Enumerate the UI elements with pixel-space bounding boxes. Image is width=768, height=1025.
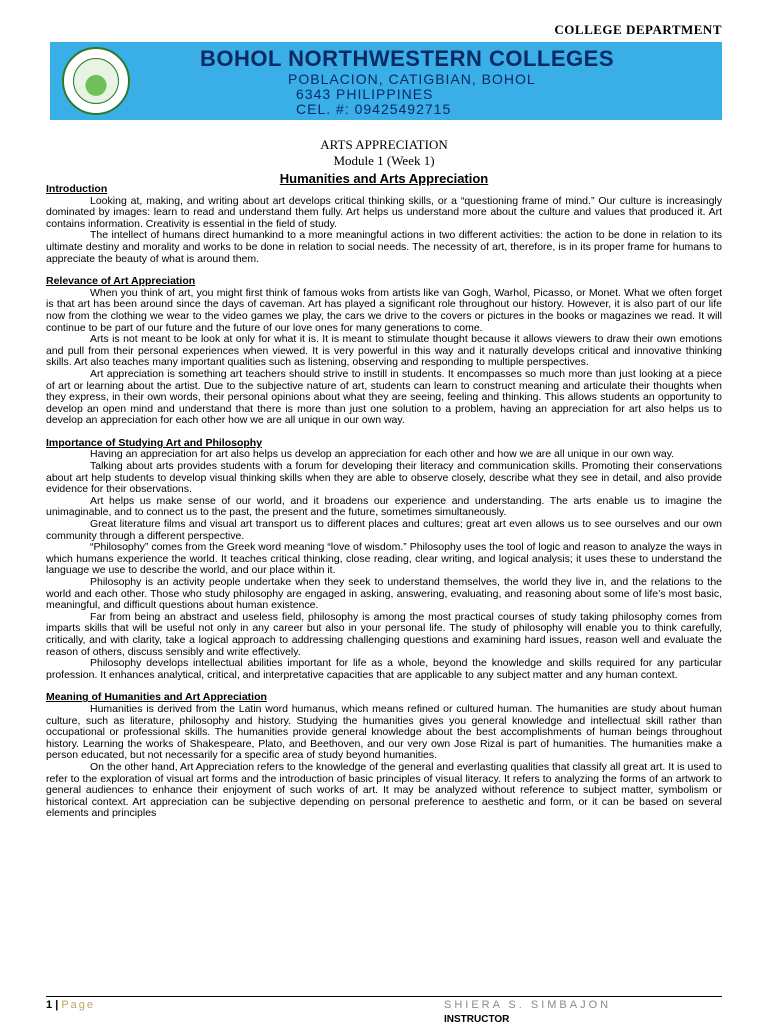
section-heading-introduction: Introduction	[46, 183, 108, 195]
page-separator: |	[55, 999, 59, 1011]
paragraph: Having an appreciation for art also helps us develop an appreciation for each other and how we are all unique in our own way.	[90, 448, 675, 461]
page-indicator	[46, 999, 95, 1011]
paragraph: Arts is not meant to be look at only for what it is. It is meant to stimulate thought because it allows viewers to draw their own emotions and pull from their personal experiences when viewed. It is very powerful in this way and it naturally develops critical and innovative thinking skills. Art also teaches many important qualities such as listening, observing and responding to multiple perspectives.	[46, 333, 722, 369]
module-title: Module 1 (Week 1)	[333, 153, 435, 168]
paragraph: Looking at, making, and writing about art develops critical thinking skills, or a “questioning frame of mind.” Our culture is increasingly dominated by images: learn to read and understand them fully. Art helps us understand more about the culture and values that produced it. Art contains information. Creativity is essential in the field of study.	[46, 194, 722, 230]
paragraph: On the other hand, Art Appreciation refers to the knowledge of the general and everlasting qualities that classify all great art. It is used to refer to the exploration of visual art forms and the introduction of basic principles of visual literacy. It refers to analyzing the forms of an artwork to general audiences to enhance their enjoyment of such works of art. It may be analyzed without reference to subject matter, symbolism or historical context. Art appreciation can be subjective depending on personal preference to aesthetic and form, or it can be based on several elements and principles	[46, 760, 722, 820]
page-word: Page	[61, 999, 96, 1011]
course-title: ARTS APPRECIATION	[320, 137, 448, 152]
section-heading-relevance: Relevance of Art Appreciation	[46, 275, 196, 288]
page-number: 1	[46, 999, 53, 1011]
school-seal-logo-icon	[62, 47, 130, 115]
college-department-label: COLLEGE DEPARTMENT	[554, 22, 722, 37]
section-heading-meaning: Meaning of Humanities and Art Appreciation	[46, 691, 267, 704]
section-heading-importance: Importance of Studying Art and Philosophy	[46, 436, 263, 449]
document-titles	[0, 137, 768, 187]
page-footer	[46, 996, 722, 1011]
paragraph: Art helps us make sense of our world, and it broadens our experience and understanding. The arts enable us to imagine the unimaginable, and to connect us to the past, the present and the future, sometimes simultaneously.	[46, 494, 722, 519]
address-line-2: 6343 PHILIPPINES	[296, 86, 434, 102]
paragraph: “Philosophy” comes from the Greek word meaning “love of wisdom.” Philosophy uses the tool of logic and reason to analyze the ways in which humans experience the world. It teaches critical thinking, close reading, clear writing, and logical analysis; it uses these to understand the language we use to describe the world, and our place within it.	[46, 541, 722, 577]
paragraph: When you think of art, you might first think of famous woks from artists like van Gogh, Warhol, Picasso, or Monet. What we often forget is that art has been around since the days of caveman. Art has played a significant role throughout our history. However, it is also part of our life now from the clothing we wear to the video games we play, the cars we drive to the covers or pictures in the books or magazines we read. It will continue to be part of our future and the future of our love ones for many generations to come.	[46, 286, 722, 334]
paragraph: Humanities is derived from the Latin word humanus, which means refined or cultured human. The humanities are study about human culture, such as literature, philosophy and history. Studying the humanities gives you general knowledge and intellectual skill rather than occupational or professional skills. The humanities provide general knowledge about the best accomplishments of human beings throughout history. Learning the works of Shakespeare, Plato, and Beethoven, and our very own Jose Rizal is part of humanities. The humanities make a person educated, but not necessarily for a specific area of study beyond humanities.	[46, 702, 722, 762]
instructor-role: INSTRUCTOR	[444, 1014, 510, 1025]
paragraph: Philosophy develops intellectual abilities important for life as a whole, beyond the knowledge and skills required for any particular profession. It enhances analytical, critical, and interpretative capacities that are applicable to any subject matter and any human context.	[46, 657, 722, 681]
paragraph: Great literature films and visual art transport us to different places and cultures; great art even allows us to see ourselves and our own community through a different perspective.	[46, 518, 722, 542]
paragraph: Philosophy is an activity people undertake when they seek to understand themselves, the world they live in, and the relations to the world and each other. Those who study philosophy are engaged in asking, answering, evaluating, and reasoning about some of life’s most basic, meaningful, and difficult questions about human existence.	[46, 576, 722, 612]
paragraph: The intellect of humans direct humankind to a more meaningful actions in two different activities: the action to be done in relation to its ultimate destiny and morality and works to be done in relation to social needs. The necessity of art, therefore, is in its proper frame for humans to appreciate the beauty of what is around them.	[46, 229, 722, 265]
document-body	[46, 184, 722, 820]
school-banner	[50, 42, 722, 120]
topic-title: Humanities and Arts Appreciation	[279, 171, 489, 186]
paragraph: Talking about arts provides students with a forum for developing their literacy and communication skills. Promoting their conservations about art help students to develop visual thinking skills when they are able to observe closely, describe what they see in detail, and also provide evidence for their observations.	[46, 460, 722, 496]
address-line-1: POBLACION, CATIGBIAN, BOHOL	[288, 71, 536, 87]
school-name: BOHOL NORTHWESTERN COLLEGES	[200, 46, 614, 71]
paragraph: Art appreciation is something art teachers should strive to instill in students. It encompasses so much more than just looking at a piece of art or learning about the artist. Due to the subjective nature of art, students can learn to construct meaning and articulate their thoughts when they express, in their own words, their personal opinions about what they are seeing, feeling and thinking. This allows students an opportunity to develop an open mind and understand that there is more than just one solution to a problem, having an appreciation for art also helps us to develop an appreciation for each other how we are all unique in our own way.	[46, 367, 722, 427]
paragraph: Far from being an abstract and useless field, philosophy is among the most practical courses of study taking philosophy comes from imparts skills that will be useful not only in any career but also in your personal life. The study of philosophy will enable you to think carefully, critically, and with clarity, take a logical approach to addressing challenging questions and examining hard issues, reason well and evaluate the reason of others, discuss sensibly and write effectively.	[46, 610, 722, 658]
instructor-name: SHIERA S. SIMBAJON	[444, 999, 612, 1011]
address-line-3: CEL. #: 09425492715	[296, 101, 452, 117]
